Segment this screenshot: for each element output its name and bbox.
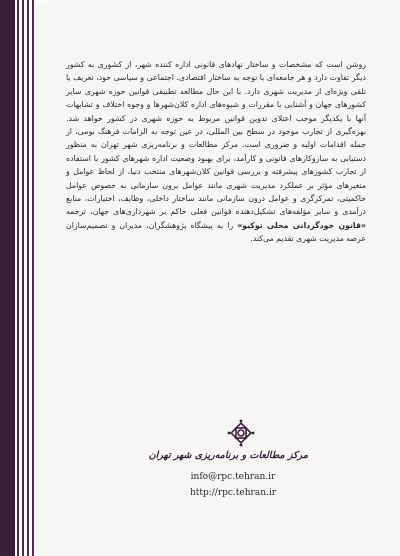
purple-sidebar-bar [0, 0, 15, 556]
org-name: مرکز مطالعات و برنامه‌ریزی شهر تهران [148, 450, 308, 461]
stripe-line [32, 0, 34, 556]
email-link[interactable]: info@rpc.tehran.ir [190, 472, 276, 482]
org-logo-icon [226, 418, 256, 448]
stripe-line [27, 0, 29, 556]
book-title: «قانون خودگردانی محلی توکیو» [237, 220, 366, 230]
stripe-line [22, 0, 24, 556]
website-link[interactable]: http://rpc.tehran.ir [189, 488, 277, 498]
description-text: روشن است که مشخصات و ساختار نهادهای قانونی اداره کننده شهر، از کشوری به کشور دیگر تفاوت دارد و هر جامعه‌ای با توجه به ساختار اقتصادی، اجتماعی و سیاسی خود، تعریف یا تلقی ویژه‌ای از مدیریت شهری دارد. با این حال مطالعه تطبیقی قوانین حوزه شهری سایر کشورهای جهان و آشنایی با مقررات و شیوه‌های اداره کلان‌شهرها و وجوه اختلاف و تشابهات آنها با یکدیگر موجب اعتلای تدوین قوانین مربوط به حوزه شهری در کشور خواهد شد. بهره‌گیری از تجارب موجود در سطح بین المللی، در عین توجه به الزامات فرهنگ بومی، از جمله اقدامات اولیه و ضروری است. مرکز مطالعات و برنامه‌ریزی شهر تهران به منظور دستیابی به سازوکارهای قانونی و کارآمد، برای بهبود وضعیت اداره شهرهای کشور با استفاده از تجارب کشورهای پیشرفته و بررسی قوانین کلان‌شهرهای منتخب دنیا، از لحاظ عوامل و متغیرهای مؤثر بر عملکرد مدیریت شهری مانند عوامل برون سازمانی به خصوص عوامل حاکمیتی، تمرکزگری و عوامل درون سازمانی مانند ساختار داخلی، وظایف، اختیارات، منابع درآمدی و سایر مؤلفه‌های تشکیل‌دهنده قوانین فعلی حاکم بر شهرداری‌های جهان، ترجمه [66, 60, 366, 217]
description-text-end: را به پیشگاه پژوهشگران، مدیران و تصمیم‌سازان عرصه مدیریت شهری تقدیم می‌کند. [66, 220, 366, 244]
description-paragraph [66, 58, 366, 323]
stripe-line [17, 0, 19, 556]
